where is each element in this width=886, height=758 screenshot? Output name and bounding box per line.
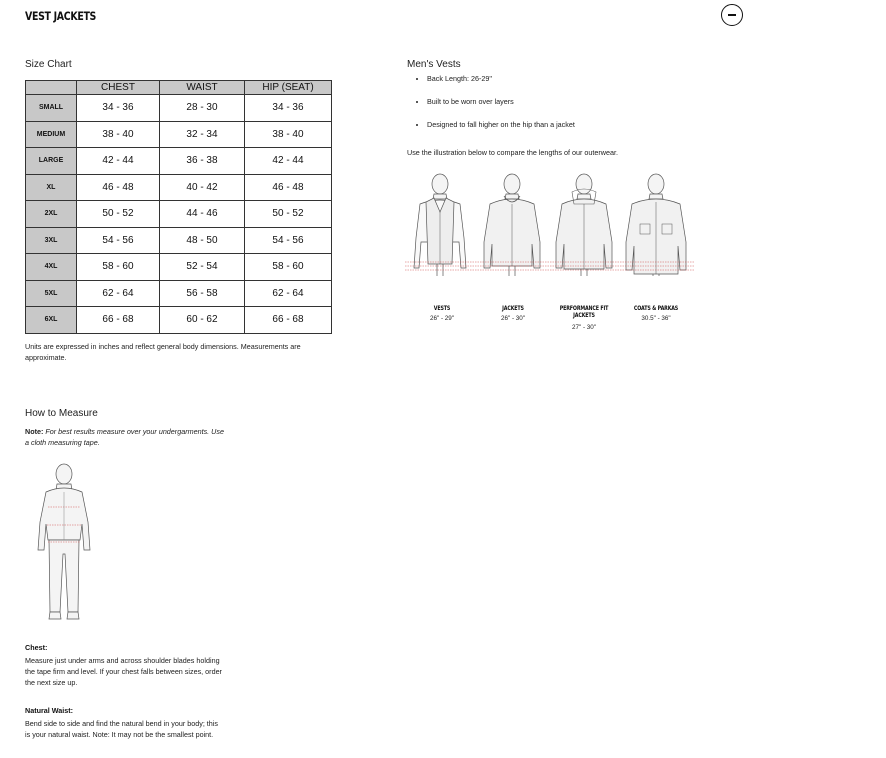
waist-line: is your natural waist. Note: It may not be the smallest point. [25, 730, 214, 739]
chest-value: 58 - 60 [77, 254, 160, 281]
hip-value: 54 - 56 [245, 227, 332, 254]
table-row [26, 280, 332, 307]
note-label: Note: [25, 427, 44, 436]
chest-value: 34 - 36 [77, 95, 160, 122]
jacket-figure [484, 174, 540, 276]
waist-value: 56 - 58 [160, 280, 245, 307]
table-row [26, 174, 332, 201]
performance-jacket-figure [556, 174, 612, 276]
size-chart-footnote [25, 341, 301, 363]
size-label: XL [26, 174, 77, 201]
hip-value: 34 - 36 [245, 95, 332, 122]
list-item: • Back Length: 26-29" [427, 73, 575, 84]
figure-label-vests: VESTS [433, 305, 451, 312]
size-label: SMALL [26, 95, 77, 122]
natural-waist-description [25, 718, 218, 740]
hip-value: 58 - 60 [245, 254, 332, 281]
collapse-button[interactable] [721, 4, 743, 26]
chest-value: 50 - 52 [77, 201, 160, 228]
chest-line: the tape firm and level. If your chest falls between sizes, order [25, 667, 222, 676]
size-label: MEDIUM [26, 121, 77, 148]
measure-note [25, 426, 224, 448]
footnote-line: Units are expressed in inches and reflect general body dimensions. Measurements are [25, 342, 301, 351]
size-label: 2XL [26, 201, 77, 228]
list-item: • Built to be worn over layers [427, 96, 575, 107]
figure-range-jackets: 26" - 30" [500, 315, 526, 322]
waist-value: 44 - 46 [160, 201, 245, 228]
hip-value: 62 - 64 [245, 280, 332, 307]
waist-value: 48 - 50 [160, 227, 245, 254]
hip-value: 66 - 68 [245, 307, 332, 334]
table-header-row [26, 81, 332, 95]
note-text: For best results measure over your undergarments. Use [43, 427, 224, 436]
hip-value: 42 - 44 [245, 148, 332, 175]
chest-value: 54 - 56 [77, 227, 160, 254]
coat-figure [626, 174, 686, 276]
size-label: 6XL [26, 307, 77, 334]
table-row [26, 148, 332, 175]
waist-value: 60 - 62 [160, 307, 245, 334]
hip-value: 46 - 48 [245, 174, 332, 201]
size-chart-title: Size Chart [25, 59, 72, 70]
table-row [26, 227, 332, 254]
hip-value: 38 - 40 [245, 121, 332, 148]
col-waist: WAIST [160, 81, 245, 95]
figure-range-performance: 27" - 30" [571, 324, 597, 331]
waist-line: Bend side to side and find the natural bend in your body; this [25, 719, 218, 728]
chest-value: 42 - 44 [77, 148, 160, 175]
chest-line: Measure just under arms and across shoulder blades holding [25, 656, 220, 665]
waist-value: 40 - 42 [160, 174, 245, 201]
size-label: 4XL [26, 254, 77, 281]
table-row [26, 254, 332, 281]
chest-value: 46 - 48 [77, 174, 160, 201]
chest-value: 66 - 68 [77, 307, 160, 334]
size-chart-table [25, 80, 332, 334]
figure-label-performance [552, 305, 616, 319]
col-hip: HIP (SEAT) [245, 81, 332, 95]
size-label: 5XL [26, 280, 77, 307]
mens-vests-title: Men's Vests [407, 59, 461, 70]
table-row [26, 121, 332, 148]
figure-label-coats: COATS & PARKAS [633, 305, 679, 312]
natural-waist-label: Natural Waist: [25, 706, 74, 715]
outerwear-comparison-illustration [405, 172, 695, 280]
col-chest: CHEST [77, 81, 160, 95]
chest-line: the next size up. [25, 678, 78, 687]
size-label: 3XL [26, 227, 77, 254]
waist-value: 28 - 30 [160, 95, 245, 122]
figure-range-coats: 30.5" - 36" [641, 315, 671, 322]
note-text: a cloth measuring tape. [25, 438, 100, 447]
footnote-line: approximate. [25, 353, 67, 362]
measure-figure-illustration [30, 462, 96, 624]
chest-value: 62 - 64 [77, 280, 160, 307]
waist-value: 32 - 34 [160, 121, 245, 148]
table-row [26, 95, 332, 122]
corner-cell [26, 81, 77, 95]
page-title: VEST JACKETS [25, 9, 97, 23]
compare-text: Use the illustration below to compare the lengths of our outerwear. [407, 148, 618, 157]
waist-value: 36 - 38 [160, 148, 245, 175]
vest-figure [414, 174, 466, 276]
chest-label: Chest: [25, 643, 48, 652]
waist-value: 52 - 54 [160, 254, 245, 281]
minus-icon [728, 14, 736, 15]
list-item: • Designed to fall higher on the hip than a jacket [427, 119, 575, 130]
how-to-measure-title: How to Measure [25, 408, 98, 419]
table-row [26, 307, 332, 334]
chest-description [25, 655, 222, 688]
figure-range-vests: 26" - 29" [429, 315, 455, 322]
table-row [26, 201, 332, 228]
size-label: LARGE [26, 148, 77, 175]
hip-value: 50 - 52 [245, 201, 332, 228]
chest-value: 38 - 40 [77, 121, 160, 148]
figure-label-jackets: JACKETS [502, 305, 524, 312]
figure-label-line: JACKETS [573, 312, 595, 319]
mens-vests-bullets [407, 73, 575, 142]
figure-label-line: PERFORMANCE FIT [559, 305, 609, 312]
